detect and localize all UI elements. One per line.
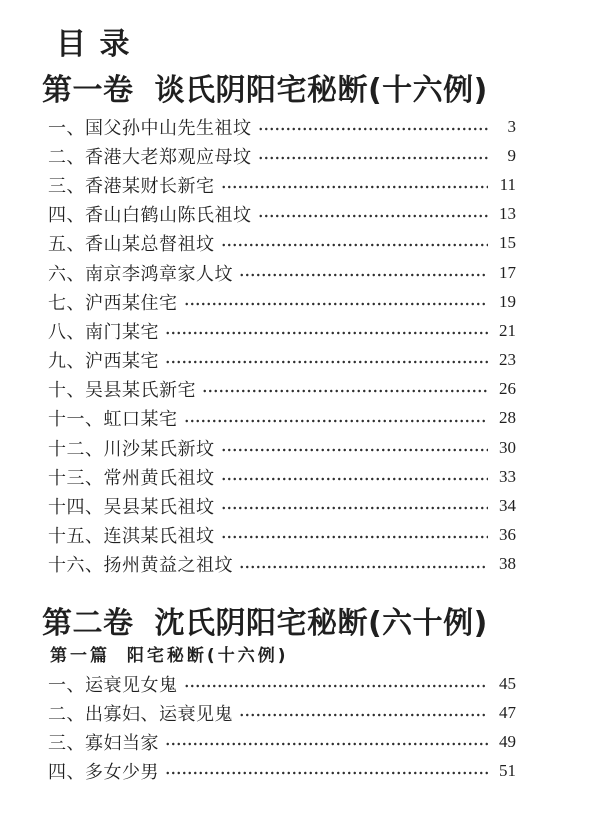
- dot-leader: [184, 669, 489, 698]
- toc-entry-row: [48, 433, 516, 462]
- toc-entry-row: [48, 200, 516, 229]
- toc-entry-row: [48, 229, 516, 258]
- toc-entry-row: [48, 669, 516, 698]
- toc-entry-row: [48, 550, 516, 579]
- toc-entry-page: 26: [499, 379, 516, 399]
- toc-entry-page: 15: [499, 233, 516, 253]
- toc-entry-page: 30: [499, 437, 516, 457]
- dot-leader: [221, 521, 489, 550]
- toc-entry-title: 一、国父孙中山先生祖坟: [48, 117, 252, 138]
- toc-entry-title: 五、香山某总督祖坟: [48, 234, 215, 255]
- toc-entry-page: 9: [507, 145, 516, 165]
- toc-entry-title: 十一、虹口某宅: [48, 409, 178, 430]
- toc-entry-title: 十四、吴县某氏祖坟: [48, 497, 215, 518]
- page-title: 目 录: [56, 28, 133, 61]
- toc-entry-row: [48, 698, 516, 727]
- toc-entry-page: 28: [499, 408, 516, 428]
- dot-leader: [165, 727, 488, 756]
- toc-entry-title: 十二、川沙某氏新坟: [48, 438, 215, 459]
- toc-entry-page: 45: [499, 673, 516, 693]
- toc-entry-page: 23: [499, 350, 516, 370]
- volume-2-heading: 第二卷 沈氏阴阳宅秘断(六十例): [42, 606, 488, 641]
- toc-entry-page: 47: [499, 702, 516, 722]
- dot-leader: [258, 141, 489, 170]
- toc-entry-title: 七、沪西某住宅: [48, 292, 178, 313]
- toc-entry-row: [48, 287, 516, 316]
- toc-entry-title: 十六、扬州黄益之祖坟: [48, 555, 233, 576]
- toc-entry-page: 13: [499, 204, 516, 224]
- toc-entry-row: [48, 727, 516, 756]
- volume-1-entries: [48, 112, 516, 579]
- toc-entry-page: 36: [499, 525, 516, 545]
- toc-entry-page: 21: [499, 320, 516, 340]
- toc-entry-row: [48, 462, 516, 491]
- toc-entry-title: 四、多女少男: [48, 762, 159, 783]
- dot-leader: [239, 550, 488, 579]
- toc-entry-title: 十三、常州黄氏祖坟: [48, 467, 215, 488]
- dot-leader: [221, 433, 489, 462]
- toc-entry-page: 49: [499, 731, 516, 751]
- toc-entry-page: 38: [499, 554, 516, 574]
- toc-entry-page: 17: [499, 262, 516, 282]
- toc-entry-title: 二、香港大老郑观应母坟: [48, 146, 252, 167]
- toc-entry-title: 四、香山白鹤山陈氏祖坟: [48, 205, 252, 226]
- toc-entry-row: [48, 258, 516, 287]
- toc-entry-row: [48, 170, 516, 199]
- dot-leader: [184, 287, 489, 316]
- dot-leader: [239, 258, 488, 287]
- toc-entry-row: [48, 757, 516, 786]
- toc-entry-title: 三、香港某财长新宅: [48, 175, 215, 196]
- dot-leader: [258, 112, 489, 141]
- toc-entry-row: [48, 375, 516, 404]
- toc-entry-row: [48, 491, 516, 520]
- toc-entry-title: 一、运衰见女鬼: [48, 674, 178, 695]
- dot-leader: [239, 698, 488, 727]
- dot-leader: [184, 404, 489, 433]
- toc-entry-title: 十五、连淇某氏祖坟: [48, 526, 215, 547]
- toc-entry-page: 33: [499, 466, 516, 486]
- toc-entry-title: 三、寡妇当家: [48, 732, 159, 753]
- toc-entry-title: 十、吴县某氏新宅: [48, 380, 196, 401]
- toc-entry-row: [48, 346, 516, 375]
- part-1-heading: 第一篇 阳宅秘断(十六例): [50, 646, 289, 666]
- dot-leader: [258, 200, 489, 229]
- toc-entry-title: 二、出寡妇、运衰见鬼: [48, 703, 233, 724]
- toc-entry-title: 六、南京李鸿章家人坟: [48, 263, 233, 284]
- dot-leader: [202, 375, 488, 404]
- dot-leader: [165, 757, 488, 786]
- volume-1-heading: 第一卷 谈氏阴阳宅秘断(十六例): [42, 73, 488, 108]
- dot-leader: [221, 229, 489, 258]
- toc-entry-title: 九、沪西某宅: [48, 351, 159, 372]
- toc-entry-title: 八、南门某宅: [48, 321, 159, 342]
- toc-entry-page: 3: [507, 116, 516, 136]
- toc-entry-page: 51: [499, 761, 516, 781]
- toc-entry-page: 11: [499, 174, 516, 194]
- toc-entry-row: [48, 141, 516, 170]
- toc-entry-row: [48, 112, 516, 141]
- toc-entry-row: [48, 404, 516, 433]
- dot-leader: [221, 170, 489, 199]
- toc-entry-row: [48, 521, 516, 550]
- volume-2-entries: [48, 669, 516, 786]
- dot-leader: [165, 316, 488, 345]
- dot-leader: [165, 346, 488, 375]
- toc-entry-page: 34: [499, 496, 516, 516]
- dot-leader: [221, 491, 489, 520]
- toc-entry-page: 19: [499, 291, 516, 311]
- dot-leader: [221, 462, 489, 491]
- toc-entry-row: [48, 316, 516, 345]
